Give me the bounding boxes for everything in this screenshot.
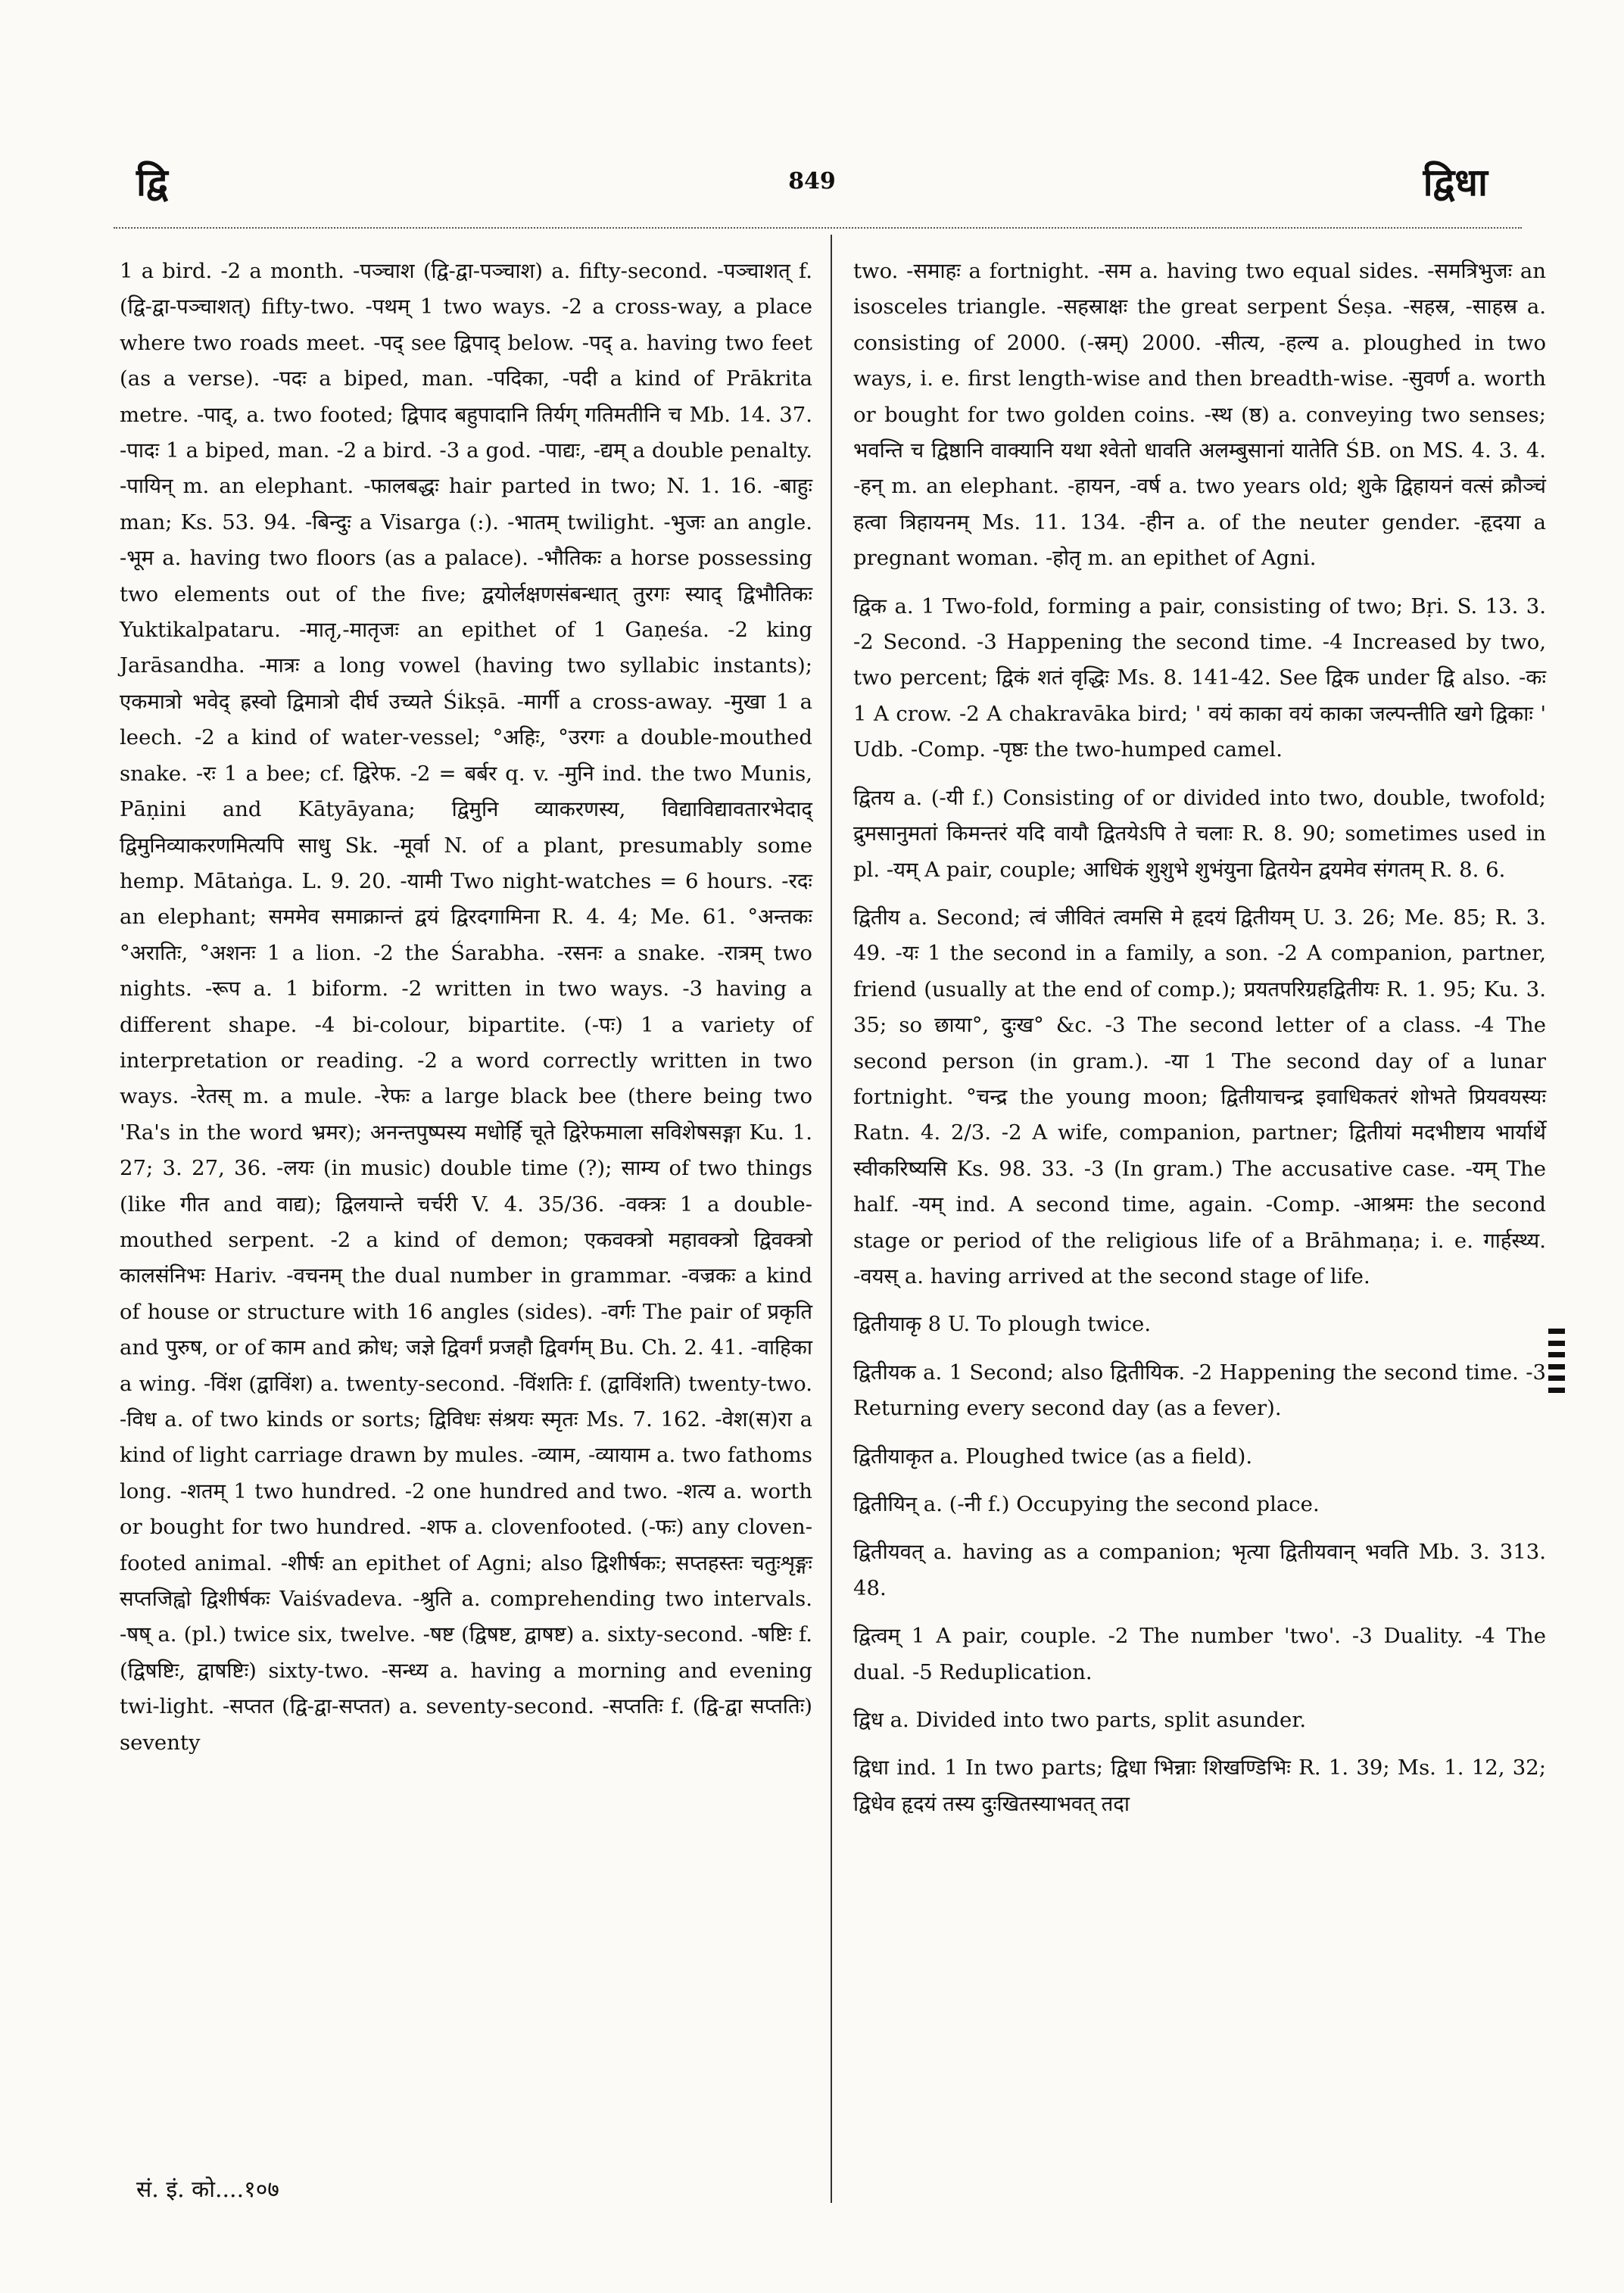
header-guide-word-left: द्वि [136,160,168,204]
column-divider [831,235,832,2203]
thumb-index-mark [1548,1329,1565,1393]
entry-paragraph: द्वितीयक a. 1 Second; also द्वितीयिक. -2 Happening the second time. -3 Returning every second day (as a fever). [853,1360,1546,1421]
entry-paragraph: द्वितीय a. Second; त्वं जीवितं त्वमसि मे हृदयं द्वितीयम् U. 3. 26; Me. 85; R. 3. 49. -यः 1 the second in a family, a son. -2 A companion, partner, friend (usually at the end of comp.); प्रयतपरिग्रहद्वितीयः R. 1. 95; Ku. 3. 35; so छाया°, दुःख° &c. -3 The second letter of a class. -4 The second person (in gram.). -या 1 The second day of a lunar fortnight. °चन्द्र the young moon; द्वितीयाचन्द्र इवाधिकतरं शोभते प्रियवयस्यः Ratn. 4. 2/3. -2 A wife, companion, partner; द्वितीयां मदभीष्टाय भार्यार्थे स्वीकरिष्यसि Ks. 98. 33. -3 (In gram.) The accusative case. -यम् The half. -यम् ind. A second time, again. -Comp. -आश्रमः the second stage or period of the religious life of a Brāhmaṇa; i. e. गार्हस्थ्य. -वयस् a. having arrived at the second stage of life. [853,905,1546,1288]
header-guide-word-right: द्विधा [1423,160,1488,204]
left-column [120,254,812,1773]
entry-paragraph: 1 a bird. -2 a month. -पञ्चाश (द्वि-द्वा-पञ्चाश) a. fifty-second. -पञ्चाशत् f. (द्वि-द्वा-पञ्चाशत्) fifty-two. -पथम् 1 two ways. -2 a cross-way, a place where two roads meet. -पद् see द्विपाद् below. -पद् a. having two feet (as a verse). -पदः a biped, man. -पदिका, -पदी a kind of Prākrita metre. -पाद्, a. two footed; द्विपाद बहुपादानि तिर्यग् गतिमतीनि च Mb. 14. 37. -पादः 1 a biped, man. -2 a bird. -3 a god. -पाद्यः, -द्यम् a double penalty. -पायिन् m. an elephant. -फालबद्धः hair parted in two; N. 1. 16. -बाहुः man; Ks. 53. 94. -बिन्दुः a Visarga (:). -भातम् twilight. -भुजः an angle. -भूम a. having two floors (as a palace). -भौतिकः a horse possessing two elements out of the five; द्वयोर्लक्षणसंबन्धात् तुरगः स्याद् द्विभौतिकः Yuktikalpataru. -मातृ,-मातृजः an epithet of 1 Gaṇeśa. -2 king Jarāsandha. -मात्रः a long vowel (having two syllabic instants); एकमात्रो भवेद् ह्रस्वो द्विमात्रो दीर्घ उच्यते Śikṣā. -मार्गी a cross-away. -मुखा 1 a leech. -2 a kind of water-vessel; °अहिः, °उरगः a double-mouthed snake. -रः 1 a bee; cf. द्विरेफ. -2 = बर्बर q. v. -मुनि ind. the two Munis, Pāṇini and Kātyāyana; द्विमुनि व्याकरणस्य, विद्याविद्यावतारभेदाद् द्विमुनिव्याकरणमित्यपि साधु Sk. -मूर्वा N. of a plant, presumably some hemp. Mātaṅga. L. 9. 20. -यामी Two night-watches = 6 hours. -रदः an elephant; सममेव समाक्रान्तं द्वयं द्विरदगामिना R. 4. 4; Me. 61. °अन्तकः °अरातिः, °अशनः 1 a lion. -2 the Śarabha. -रसनः a snake. -रात्रम् two nights. -रूप a. 1 biform. -2 written in two ways. -3 having a different shape. -4 bi-colour, bipartite. (-पः) 1 a variety of interpretation or reading. -2 a word correctly written in two ways. -रेतस् m. a mule. -रेफः a large black bee (there being two 'Ra's in the word भ्रमर); अनन्तपुष्पस्य मधोर्हि चूते द्विरेफमाला सविशेषसङ्गा Ku. 1. 27; 3. 27, 36. -लयः (in music) double time (?); साम्य of two things (like गीत and वाद्य); द्विलयान्ते चर्चरी V. 4. 35/36. -वक्त्रः 1 a double-mouthed serpent. -2 a kind of demon; एकवक्त्रो महावक्त्रो द्विवक्त्रो कालसंनिभः Hariv. -वचनम् the dual number in grammar. -वज्रकः a kind of house or structure with 16 angles (sides). -वर्गः The pair of प्रकृति and पुरुष, or of काम and क्रोध; जज्ञे द्विवर्गं प्रजहौ द्विवर्गम् Bu. Ch. 2. 41. -वाहिका a wing. -विंश (द्वाविंश) a. twenty-second. -विंशतिः f. (द्वाविंशति) twenty-two. -विध a. of two kinds or sorts; द्विविधः संश्रयः स्मृतः Ms. 7. 162. -वेश(स)रा a kind of light carriage drawn by mules. -व्याम, -व्यायाम a. two fathoms long. -शतम् 1 two hundred. -2 one hundred and two. -शत्य a. worth or bought for two hundred. -शफ a. clovenfooted. (-फः) any cloven-footed animal. -शीर्षः an epithet of Agni; also द्विशीर्षकः; सप्तहस्तः चतुःशृङ्गः सप्तजिह्वो द्विशीर्षकः Vaiśvadeva. -श्रुति a. comprehending two intervals. -षष् a. (pl.) twice six, twelve. -षष्ट (द्विषष्ट, द्वाषष्ट) a. sixty-second. -षष्टिः f. (द्विषष्टिः, द्वाषष्टिः) sixty-two. -सन्ध्य a. having a morning and evening twi-light. -सप्तत (द्वि-द्वा-सप्तत) a. seventy-second. -सप्ततिः f. (द्वि-द्वा सप्ततिः) seventy [120,259,812,1755]
entry-paragraph: द्वितय a. (-यी f.) Consisting of or divided into two, double, twofold; द्रुमसानुमतां किमन्तरं यदि वायौ द्वितयेऽपि ते चलाः R. 8. 90; sometimes used in pl. -यम् A pair, couple; आधिकं शुशुभे शुभंयुना द्वितयेन द्वयमेव संगतम् R. 8. 6. [853,785,1546,882]
page-number: 849 [788,168,836,195]
entry-paragraph: द्विक a. 1 Two-fold, forming a pair, consisting of two; Bṛi. S. 13. 3. -2 Second. -3 Happening the second time. -4 Increased by two, two percent; द्विकं शतं वृद्धिः Ms. 8. 141-42. See द्विक under द्वि also. -कः 1 A crow. -2 A chakravāka bird; ' वयं काका वयं काका जल्पन्तीति खगे द्विकाः ' Udb. -Comp. -पृष्ठः the two-humped camel. [853,594,1546,762]
entry-paragraph: द्वितीयिन् a. (-नी f.) Occupying the second place. [853,1492,1320,1516]
entry-paragraph: द्वित्वम् 1 A pair, couple. -2 The number 'two'. -3 Duality. -4 The dual. -5 Reduplication. [853,1624,1546,1684]
entry-paragraph: द्विध a. Divided into two parts, split asunder. [853,1708,1307,1733]
footer-signature: सं. इं. को....१०७ [136,2176,279,2203]
entry-paragraph: two. -समाहः a fortnight. -सम a. having two equal sides. -समत्रिभुजः an isosceles triangle. -सहस्राक्षः the great serpent Śeṣa. -सहस्र, -साहस्र a. consisting of 2000. (-स्रम्) 2000. -सीत्य, -हल्य a. ploughed in two ways, i. e. first length-wise and then breadth-wise. -सुवर्ण a. worth or bought for two golden coins. -स्थ (ष्ठ) a. conveying two senses; भवन्ति च द्विष्ठानि वाक्यानि यथा श्वेतो धावति अलम्बुसानां यातेति ŚB. on MS. 4. 3. 4. -हन् m. an elephant. -हायन, -वर्ष a. two years old; शुके द्विहायनं वत्सं क्रौञ्चं हत्वा त्रिहायनम् Ms. 11. 134. -हीन a. of the neuter gender. -हृदया a pregnant woman. -होतृ m. an epithet of Agni. [853,259,1546,571]
entry-paragraph: द्विधा ind. 1 In two parts; द्विधा भिन्नाः शिखण्डिभिः R. 1. 39; Ms. 1. 12, 32; द्विधेव हृदयं तस्य दुःखितस्याभवत् तदा [853,1756,1546,1816]
entry-paragraph: द्वितीयवत् a. having as a companion; भृत्या द्वितीयवान् भवति Mb. 3. 313. 48. [853,1540,1546,1600]
entry-paragraph: द्वितीयाकृत a. Ploughed twice (as a field). [853,1444,1253,1469]
right-column [853,254,1546,1834]
entry-paragraph: द्वितीयाकृ 8 U. To plough twice. [853,1312,1152,1337]
header-rule [114,227,1522,229]
